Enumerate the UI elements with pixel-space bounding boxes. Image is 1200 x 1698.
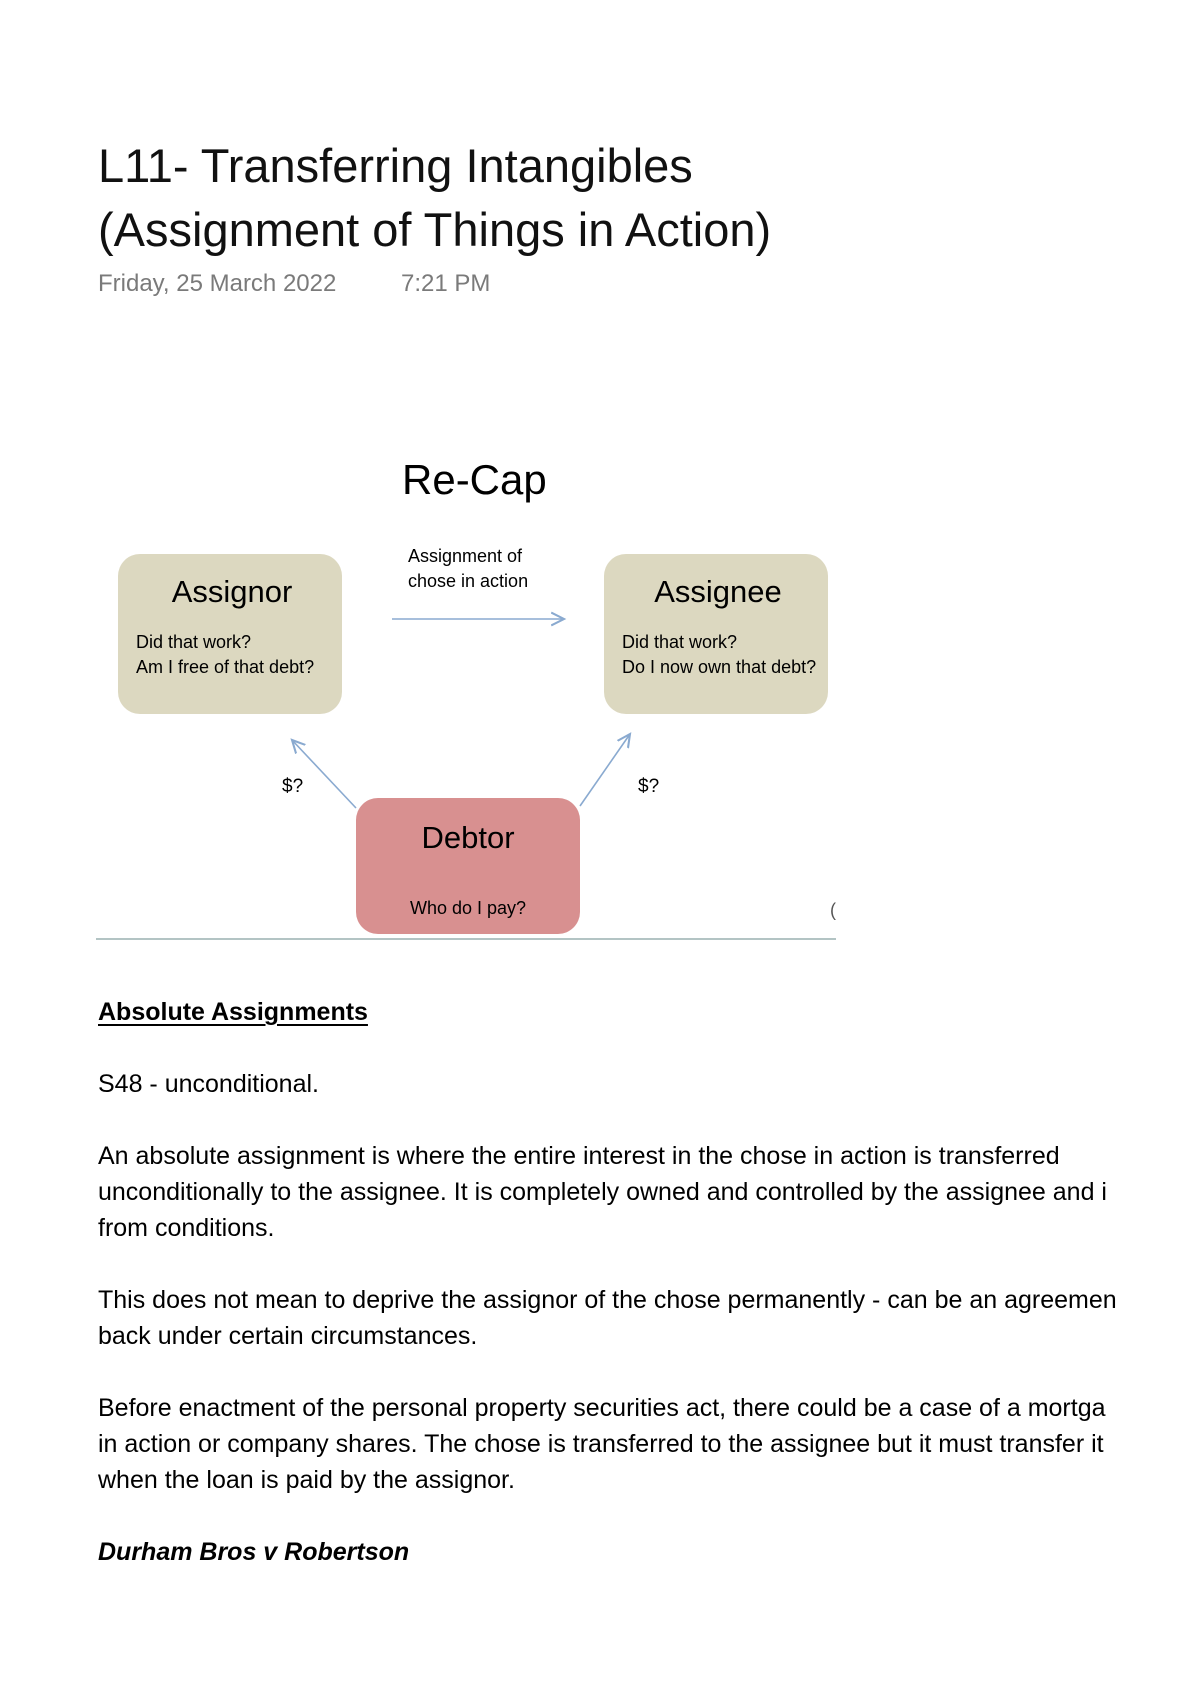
debtor-box: [356, 798, 580, 934]
page-title: [98, 134, 771, 262]
assignee-label: Assignee: [654, 574, 782, 609]
p2-line-3: from conditions.: [98, 1214, 275, 1242]
p2-line-2: unconditionally to the assignee. It is completely owned and controlled by the assignee and i: [98, 1178, 1107, 1206]
paragraph-ppsa: [98, 1390, 1200, 1498]
page-title-line-2: (Assignment of Things in Action): [98, 203, 772, 256]
arrow-label-line-2: chose in action: [408, 571, 529, 591]
assignee-questions: [622, 630, 817, 680]
recap-diagram: [96, 440, 836, 940]
debtor-to-assignee-arrow: [580, 734, 630, 806]
assignor-question-2: Am I free of that debt?: [136, 657, 315, 677]
section-heading: Absolute Assignments: [98, 998, 368, 1026]
page-time: 7:21 PM: [401, 270, 491, 297]
case-name: Durham Bros v Robertson: [98, 1538, 410, 1566]
note-body: [98, 994, 1200, 1606]
p2-line-1: An absolute assignment is where the entire interest in the chose in action is transferred: [98, 1142, 1060, 1170]
debtor-question: Who do I pay?: [409, 898, 527, 918]
p3-line-1: This does not mean to deprive the assignor of the chose permanently - can be an agreemen: [98, 1286, 1117, 1314]
diagram-title: Re-Cap: [402, 456, 547, 503]
assignment-arrow-label: [408, 544, 528, 594]
page-title-line-1: L11- Transferring Intangibles: [98, 139, 693, 192]
money-left-label: $?: [282, 776, 304, 797]
assignee-box: [604, 554, 828, 714]
assignee-question-1: Did that work?: [622, 632, 738, 652]
paragraph-s48: S48 - unconditional.: [98, 1070, 319, 1098]
assignor-label: Assignor: [171, 574, 293, 609]
p4-line-3: when the loan is paid by the assignor.: [98, 1466, 515, 1494]
cut-off-glyph: (: [830, 900, 836, 920]
paragraph-not-permanent: [98, 1282, 1200, 1354]
assignee-question-2: Do I now own that debt?: [622, 657, 817, 677]
page-date: Friday, 25 March 2022: [98, 270, 337, 297]
assignor-questions: [136, 630, 328, 680]
money-right-label: $?: [638, 776, 660, 797]
assignor-question-1: Did that work?: [136, 632, 252, 652]
arrow-label-line-1: Assignment of: [408, 546, 523, 566]
page-timestamp: [98, 270, 490, 298]
debtor-label: Debtor: [421, 820, 515, 855]
p3-line-2: back under certain circumstances.: [98, 1322, 478, 1350]
p4-line-2: in action or company shares. The chose is transferred to the assignee but it must transfer it: [98, 1430, 1104, 1458]
paragraph-absolute-definition: [98, 1138, 1200, 1246]
p4-line-1: Before enactment of the personal property securities act, there could be a case of a mortga: [98, 1394, 1106, 1422]
assignor-box: [118, 554, 342, 714]
